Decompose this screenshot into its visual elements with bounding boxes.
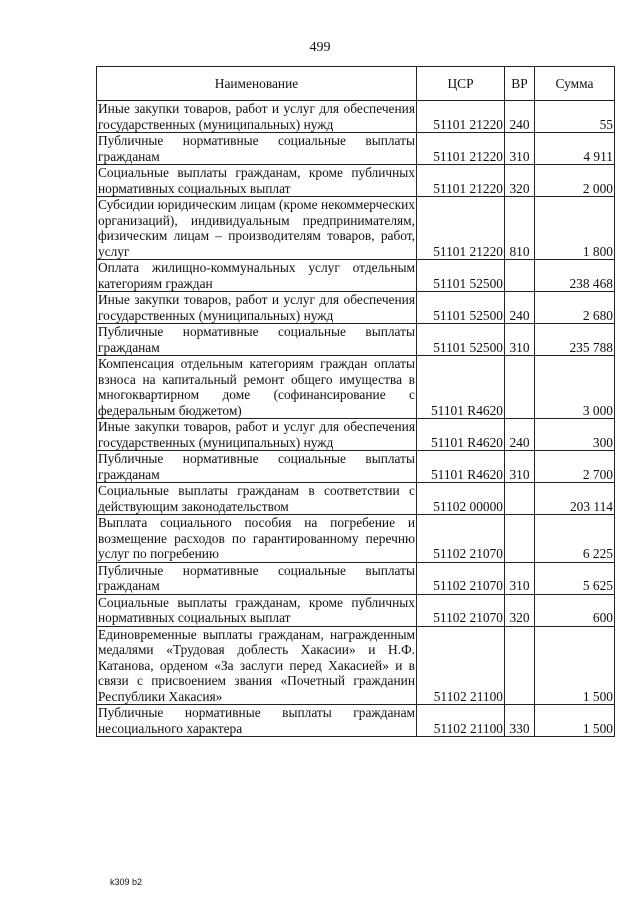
table-row [97,292,615,324]
budget-table [96,66,615,737]
row-csr: 51101 52500 [417,292,505,324]
table-row [97,133,615,165]
row-csr: 51101 21220 [417,165,505,197]
row-vr: 320 [505,594,535,626]
row-sum: 2 680 [535,292,615,324]
row-sum: 1 500 [535,705,615,737]
header-name: Наименование [97,67,417,101]
row-vr: 310 [505,324,535,356]
row-vr [505,260,535,292]
row-name: Иные закупки товаров, работ и услуг для обеспечения государственных (муниципальных) нужд [98,101,415,132]
row-sum: 2 000 [535,165,615,197]
row-name: Оплата жилищно-коммунальных услуг отдельным категориям граждан [98,260,415,291]
row-sum: 300 [535,419,615,451]
row-vr: 240 [505,292,535,324]
header-csr: ЦСР [417,67,505,101]
row-sum: 203 114 [535,483,615,515]
row-csr: 51102 21100 [417,705,505,737]
row-csr: 51102 21100 [417,626,505,705]
row-vr: 310 [505,562,535,594]
row-vr: 810 [505,197,535,260]
row-vr: 240 [505,101,535,133]
row-name: Компенсация отдельным категориям граждан оплаты взноса на капитальный ремонт общего имущества в многоквартирном доме (софинансирование с федеральным бюджетом) [98,356,415,418]
table-row [97,705,615,737]
table-row [97,626,615,705]
row-sum: 4 911 [535,133,615,165]
row-name: Социальные выплаты гражданам, кроме публичных нормативных социальных выплат [98,165,415,196]
table-row [97,483,615,515]
row-name: Публичные нормативные выплаты гражданам несоциального характера [98,705,415,736]
table-row [97,165,615,197]
row-vr: 310 [505,133,535,165]
row-sum: 238 468 [535,260,615,292]
row-vr [505,356,535,419]
table-row [97,101,615,133]
table-row [97,562,615,594]
row-name: Публичные нормативные социальные выплаты гражданам [98,133,415,164]
row-sum: 1 800 [535,197,615,260]
row-name: Иные закупки товаров, работ и услуг для обеспечения государственных (муниципальных) нужд [98,292,415,323]
row-name: Субсидии юридическим лицам (кроме некоммерческих организаций), индивидуальным предпринимателям, физическим лицам – производителям товаров, работ, услуг [98,197,415,259]
row-csr: 51101 R4620 [417,451,505,483]
table-row [97,451,615,483]
header-sum: Сумма [535,67,615,101]
row-vr [505,626,535,705]
row-csr: 51101 21220 [417,101,505,133]
row-csr: 51101 21220 [417,197,505,260]
table-row [97,515,615,563]
row-sum: 1 500 [535,626,615,705]
row-vr [505,515,535,563]
table-row [97,324,615,356]
row-sum: 5 625 [535,562,615,594]
page-number: 499 [309,40,331,55]
table-row [97,197,615,260]
row-sum: 2 700 [535,451,615,483]
row-vr: 320 [505,165,535,197]
footer-code: k309 b2 [110,877,143,887]
row-vr: 240 [505,419,535,451]
row-csr: 51101 R4620 [417,356,505,419]
row-vr: 310 [505,451,535,483]
row-name: Публичные нормативные социальные выплаты гражданам [98,562,415,593]
row-csr: 51101 52500 [417,260,505,292]
row-vr [505,483,535,515]
row-name: Публичные нормативные социальные выплаты гражданам [98,451,415,482]
table-row [97,356,615,419]
row-sum: 6 225 [535,515,615,563]
row-vr: 330 [505,705,535,737]
row-csr: 51102 21070 [417,515,505,563]
row-sum: 235 788 [535,324,615,356]
row-csr: 51102 21070 [417,562,505,594]
row-csr: 51102 21070 [417,594,505,626]
row-name: Социальные выплаты гражданам, кроме публичных нормативных социальных выплат [98,594,415,625]
row-csr: 51101 R4620 [417,419,505,451]
row-sum: 55 [535,101,615,133]
table-row [97,419,615,451]
table-row [97,260,615,292]
row-csr: 51101 52500 [417,324,505,356]
row-name: Социальные выплаты гражданам в соответствии с действующим законодательством [98,483,415,514]
row-name: Публичные нормативные социальные выплаты гражданам [98,324,415,355]
row-csr: 51101 21220 [417,133,505,165]
row-sum: 600 [535,594,615,626]
row-name: Выплата социального пособия на погребение и возмещение расходов по гарантированному перечню услуг по погребению [98,515,415,561]
header-vr: ВР [505,67,535,101]
row-name: Иные закупки товаров, работ и услуг для обеспечения государственных (муниципальных) нужд [98,419,415,450]
row-csr: 51102 00000 [417,483,505,515]
table-header-row [97,67,615,101]
row-name: Единовременные выплаты гражданам, награжденным медалями «Трудовая доблесть Хакасии» и Н.Ф. Катанова, орденом «За заслуги перед Хакасией» и в связи с присвоением звания «Почетный гражданин Республики Хакасия» [98,626,415,704]
table-row [97,594,615,626]
row-sum: 3 000 [535,356,615,419]
